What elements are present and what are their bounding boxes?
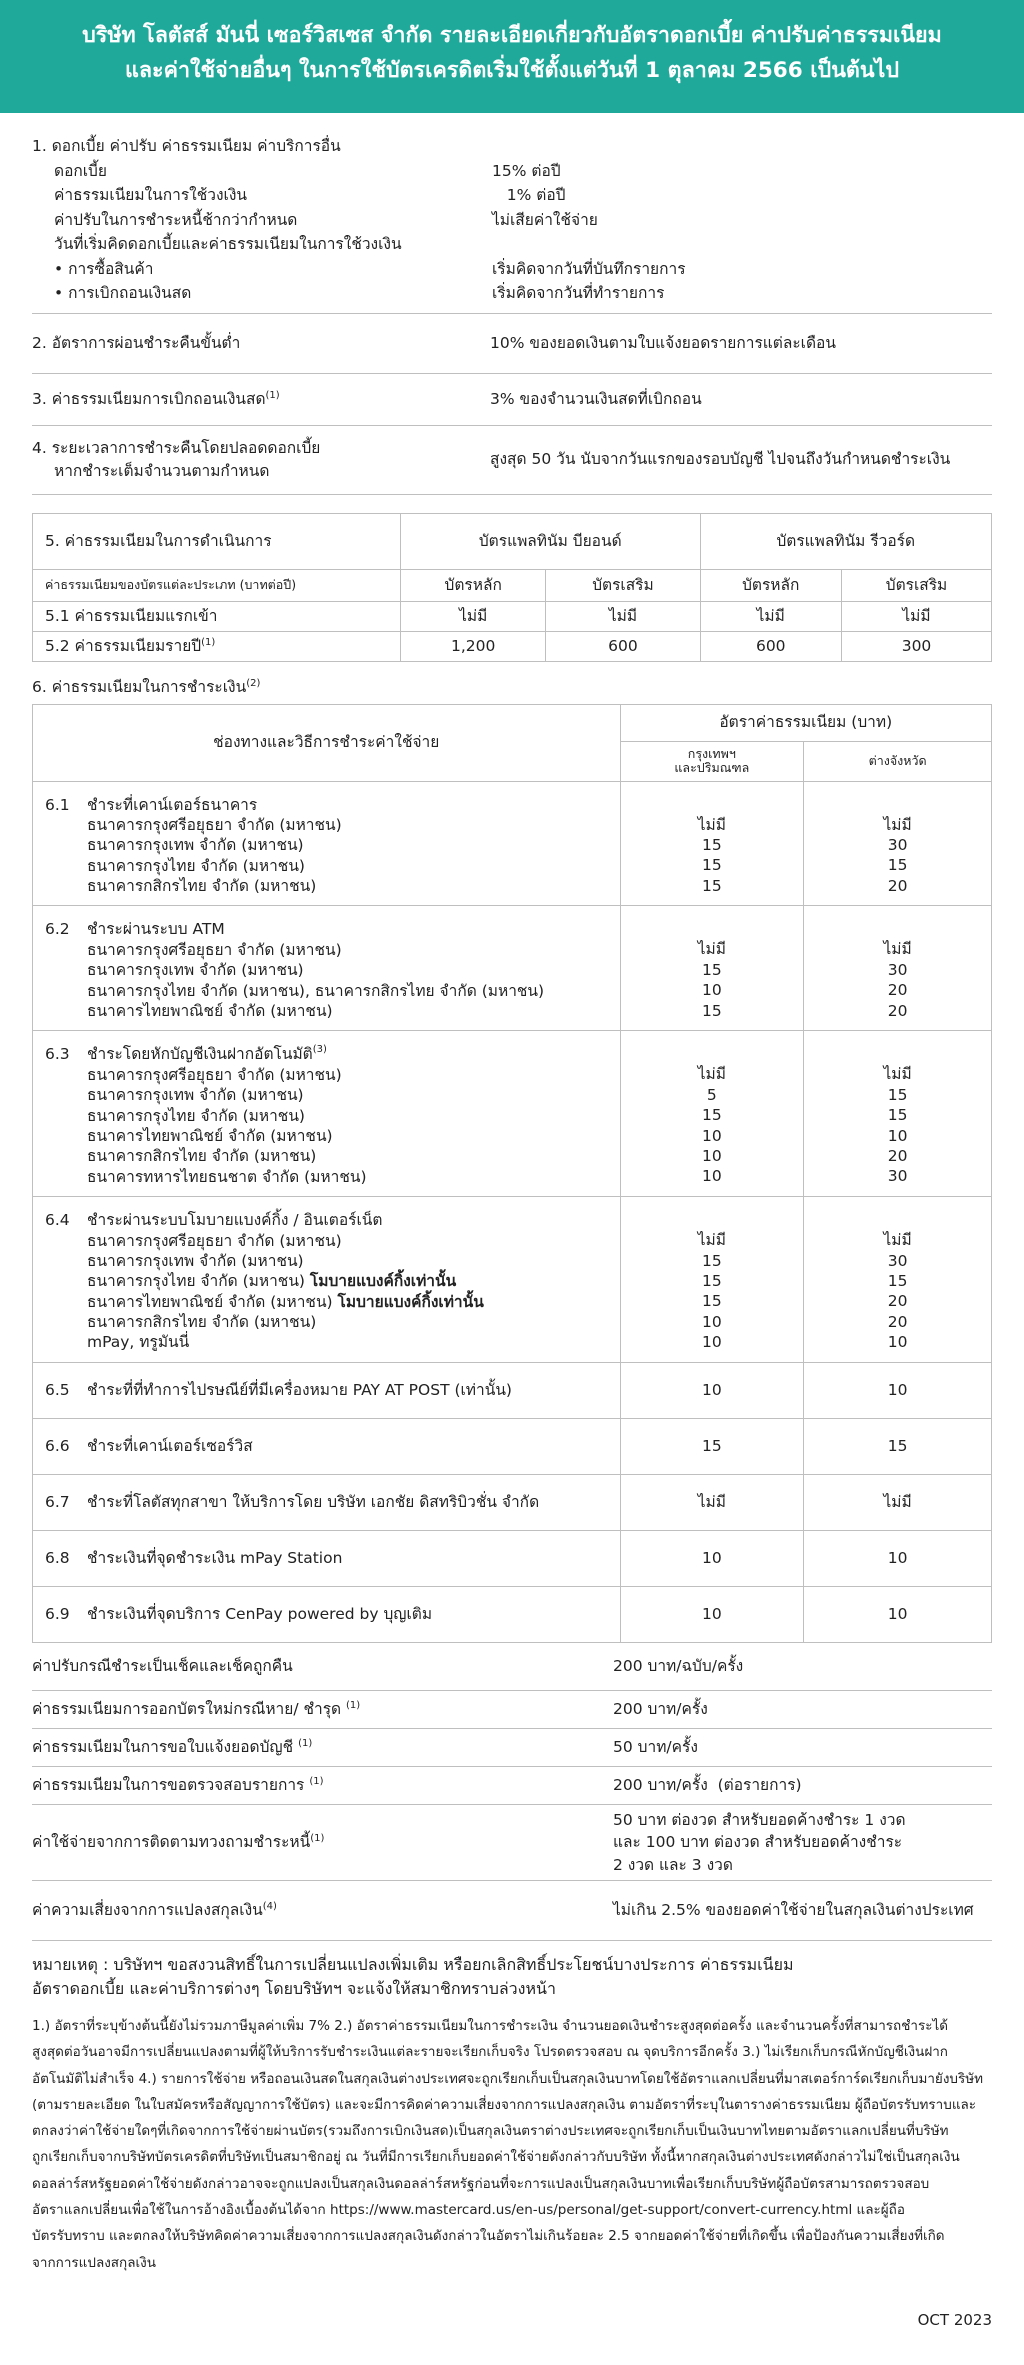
payment-group xyxy=(33,1197,620,1362)
fee-value: 30 xyxy=(887,835,908,854)
fee-value: ไม่มี xyxy=(697,815,726,834)
operation-fee-value: 1,200 xyxy=(401,631,546,661)
payment-single-number: 6.5 xyxy=(45,1381,70,1400)
payment-provider: ธนาคารกสิกรไทย จำกัด (มหาชน) xyxy=(87,1147,317,1166)
payment-group-number: 6.4 xyxy=(45,1211,70,1230)
payment-group-row xyxy=(33,1197,992,1363)
footnote-line: สูงสุดต่อวันอาจมีการเปลี่ยนแปลงตามที่ผู้ให้บริการรับชำระเงินแต่ละรายจะเรียกเก็บจริง โปรดตรวจสอบ ณ จุดบริการอีกครั้ง 3.) ไม่เรียกเก็บกรณีหักบัญชีเงินฝาก xyxy=(32,2044,948,2061)
payment-group xyxy=(33,906,620,1030)
fee-value: 20 xyxy=(887,1292,908,1311)
payment-provider: ธนาคารกสิกรไทย จำกัด (มหาชน) xyxy=(87,877,317,896)
fee-rate-header: อัตราค่าธรรมเนียม (บาท) xyxy=(620,704,992,741)
remark xyxy=(32,1941,992,2332)
payment-single-label xyxy=(33,1418,621,1474)
payment-group xyxy=(33,1031,620,1196)
payment-provider: ธนาคารกรุงเทพ จำกัด (มหาชน) xyxy=(87,836,304,855)
payment-group-title xyxy=(45,918,620,938)
fee-value: 30 xyxy=(887,1251,908,1270)
payment-provider: ธนาคารกรุงศรีอยุธยา จำกัด (มหาชน) xyxy=(87,1065,342,1084)
section-2-value: 10% ของยอดเงินตามใบแจ้งยอดรายการแต่ละเดือน xyxy=(490,333,836,352)
payment-group-cell xyxy=(33,906,621,1031)
fee-label-text: ค่าธรรมเนียมในการขอใบแจ้งยอดบัญชี xyxy=(32,1738,299,1757)
footnotes xyxy=(32,2013,992,2276)
supp-card-header: บัตรเสริม xyxy=(842,569,992,601)
mobile-only-note: โมบายแบงค์กิ้งเท่านั้น xyxy=(309,1272,457,1291)
section-1-row xyxy=(32,258,992,283)
bangkok-header-line-2: และปริมณฑล xyxy=(674,760,750,775)
operation-fee-table xyxy=(32,513,992,662)
section-1-row-label: ค่าธรรมเนียมในการใช้วงเงิน xyxy=(54,186,247,204)
fee-value: 30 xyxy=(887,960,908,979)
province-fees xyxy=(804,906,992,1031)
payment-single-row xyxy=(33,1362,992,1418)
fee-value: ไม่มี xyxy=(883,815,912,834)
fee-value: 20 xyxy=(887,1146,908,1165)
payment-provider: ธนาคารไทยพาณิชย์ จำกัด (มหาชน) โมบายแบงค์กิ้งเท่านั้น xyxy=(87,1292,484,1311)
fee-value: 20 xyxy=(887,981,908,1000)
fee-value: 10 xyxy=(701,1333,722,1352)
bangkok-header-line-1: กรุงเทพฯ xyxy=(687,745,736,761)
section-1-row-label: ค่าปรับในการชำระหนี้ช้ากว่ากำหนด xyxy=(54,210,298,229)
operation-fee-value: ไม่มี xyxy=(401,601,546,631)
fee-value: ไม่มี xyxy=(697,1065,726,1084)
fee-value: 10 xyxy=(701,1312,722,1331)
footnote-ref: (1) xyxy=(298,1737,313,1749)
section-1-row xyxy=(32,160,992,185)
section-1-row-label: วันที่เริ่มคิดดอกเบี้ยและค่าธรรมเนียมในการใช้วงเงิน xyxy=(54,235,402,253)
footnote-ref: (1) xyxy=(265,389,280,401)
bangkok-fees xyxy=(620,1031,804,1197)
fee-row xyxy=(32,1881,992,1941)
payment-single-number: 6.7 xyxy=(45,1493,70,1512)
section-1-row xyxy=(32,282,992,307)
section-4-label-line-2: หากชำระเต็มจำนวนตามกำหนด xyxy=(54,461,270,480)
operation-fee-label xyxy=(33,631,401,661)
payment-provider: ธนาคารกรุงไทย จำกัด (มหาชน), ธนาคารกสิกรไทย จำกัด (มหาชน) xyxy=(87,981,545,1000)
bangkok-fee: 10 xyxy=(620,1362,804,1418)
payment-group xyxy=(33,782,620,906)
section-1-row-value: เริ่มคิดจากวันที่บันทึกรายการ xyxy=(492,259,686,278)
payment-single-row xyxy=(33,1474,992,1530)
fee-value: 15 xyxy=(701,960,722,979)
fee-label xyxy=(32,1736,613,1758)
operation-fee-label-text: 5.1 ค่าธรรมเนียมแรกเข้า xyxy=(45,606,218,625)
fee-value: 15 xyxy=(701,1292,722,1311)
section-6-title xyxy=(32,676,992,704)
payment-provider: ธนาคารกรุงศรีอยุธยา จำกัด (มหาชน) xyxy=(87,1231,342,1250)
operation-fee-title: 5. ค่าธรรมเนียมในการดำเนินการ xyxy=(33,513,401,569)
footnote-ref: (4) xyxy=(262,1900,277,1912)
bangkok-fees xyxy=(620,906,804,1031)
section-1-row-label: • การเบิกถอนเงินสด xyxy=(54,284,192,302)
payment-provider: ธนาคารกรุงศรีอยุธยา จำกัด (มหาชน) xyxy=(87,940,342,959)
footnote-ref: (1) xyxy=(310,1832,325,1844)
fee-row xyxy=(32,1691,992,1729)
payment-group-title xyxy=(45,1043,620,1063)
fee-label-text: ค่าธรรมเนียมการออกบัตรใหม่กรณีหาย/ ชำรุด xyxy=(32,1700,347,1719)
footnote-line: (ตามรายละเอียด ในใบสมัครหรือสัญญาการใช้บัตร) และจะมีการคิดค่าความเสี่ยงจากการแปลงสกุลเงิน ตามอัตราที่ระบุในตารางค่าธรรมเนียม ผู้ถือบัตรรับทราบและ xyxy=(32,2096,977,2113)
payment-fee-table xyxy=(32,704,992,1643)
footnote-ref: (1) xyxy=(346,1699,361,1711)
fee-label xyxy=(32,1698,613,1720)
province-fees xyxy=(804,781,992,906)
fee-value: 15 xyxy=(701,835,722,854)
document-date: OCT 2023 xyxy=(917,2311,992,2329)
province-fees xyxy=(804,1197,992,1363)
operation-fee-value: ไม่มี xyxy=(700,601,842,631)
section-1-row xyxy=(32,233,992,258)
fee-value-line: 50 บาท/ครั้ง xyxy=(613,1738,698,1757)
fee-row xyxy=(32,1643,992,1691)
fee-row xyxy=(32,1767,992,1805)
payment-group-title-text: ชำระที่เคาน์เตอร์ธนาคาร xyxy=(87,795,258,814)
operation-fee-value: ไม่มี xyxy=(546,601,700,631)
section-1 xyxy=(32,113,992,314)
payment-provider: ธนาคารกรุงศรีอยุธยา จำกัด (มหาชน) xyxy=(87,815,342,834)
section-4-label-line-1: 4. ระยะเวลาการชำระคืนโดยปลอดดอกเบี้ย xyxy=(32,439,321,458)
payment-single-row xyxy=(33,1418,992,1474)
payment-provider: ธนาคารทหารไทยธนชาต จำกัด (มหาชน) xyxy=(87,1167,367,1186)
fee-value-line: 50 บาท ต่องวด สำหรับยอดค้างชำระ 1 งวด xyxy=(613,1810,906,1829)
other-fees xyxy=(32,1643,992,1941)
title-line-2: และค่าใช้จ่ายอื่นๆ ในการใช้บัตรเครดิตเริ่มใช้ตั้งแต่วันที่ 1 ตุลาคม 2566 เป็นต้นไป xyxy=(124,58,900,84)
section-2-label: 2. อัตราการผ่อนชำระคืนขั้นต่ำ xyxy=(32,333,241,352)
payment-group-title-text: ชำระโดยหักบัญชีเงินฝากอัตโนมัติ xyxy=(87,1045,313,1064)
section-3 xyxy=(32,374,992,426)
fee-value: 15 xyxy=(701,1251,722,1270)
payment-channel-header: ช่องทางและวิธีการชำระค่าใช้จ่าย xyxy=(33,704,621,781)
footnote-ref: (1) xyxy=(201,636,216,648)
supp-card-header: บัตรเสริม xyxy=(546,569,700,601)
operation-fee-label xyxy=(33,601,401,631)
payment-provider: ธนาคารกรุงเทพ จำกัด (มหาชน) xyxy=(87,1086,304,1105)
payment-single-number: 6.6 xyxy=(45,1437,70,1456)
payment-group-number: 6.1 xyxy=(45,795,70,814)
footnote-line: อัตราแลกเปลี่ยนเพื่อใช้ในการอ้างอิงเบื้องต้นได้จาก https://www.mastercard.us/en-us/personal/get-support/convert-currency.html และผู้ถือ xyxy=(32,2202,905,2219)
operation-fee-rows xyxy=(33,601,992,661)
payment-provider: ธนาคารกรุงไทย จำกัด (มหาชน) xyxy=(87,856,305,875)
fee-label-text: ค่าใช้จ่ายจากการติดตามทวงถามชำระหนี้ xyxy=(32,1833,311,1852)
fee-label xyxy=(32,1655,613,1677)
payment-single-label xyxy=(33,1362,621,1418)
fee-value-line: 200 บาท/ฉบับ/ครั้ง xyxy=(613,1657,744,1676)
remark-line-1: หมายเหตุ : บริษัทฯ ขอสงวนสิทธิ์ในการเปลี่ยนแปลงเพิ่มเติม หรือยกเลิกสิทธิ์ประโยชน์บางประการ ค่าธรรมเนียม xyxy=(32,1954,794,1974)
fee-label-text: ค่าธรรมเนียมในการขอตรวจสอบรายการ xyxy=(32,1776,310,1795)
bangkok-fee: 15 xyxy=(620,1418,804,1474)
operation-fee-label-text: 5.2 ค่าธรรมเนียมรายปี xyxy=(45,636,202,655)
content xyxy=(0,113,1024,2332)
operation-fee-value: 300 xyxy=(842,631,992,661)
payment-single-text: ชำระเงินที่จุดบริการ CenPay powered by บุญเติม xyxy=(87,1605,433,1624)
title-line-1: บริษัท โลตัสส์ มันนี่ เซอร์วิสเซส จำกัด รายละเอียดเกี่ยวกับอัตราดอกเบี้ย ค่าปรับค่าธรรมเนียม xyxy=(82,23,942,48)
fee-label-text: ค่าปรับกรณีชำระเป็นเช็คและเช็คถูกคืน xyxy=(32,1657,293,1676)
fee-value xyxy=(613,1774,992,1796)
payment-single-label xyxy=(33,1474,621,1530)
province-fee: 15 xyxy=(804,1418,992,1474)
payment-single-row xyxy=(33,1586,992,1642)
fee-label xyxy=(32,1831,613,1853)
payment-group-row xyxy=(33,906,992,1031)
footnote-ref: (3) xyxy=(312,1044,327,1056)
province-header: ต่างจังหวัด xyxy=(804,741,992,781)
fee-row xyxy=(32,1805,992,1881)
province-fee: 10 xyxy=(804,1586,992,1642)
fee-value: ไม่มี xyxy=(883,940,912,959)
fee-value: 15 xyxy=(887,856,908,875)
footnote-line: อัตโนมัติไม่สำเร็จ 4.) รายการใช้จ่าย หรือถอนเงินสดในสกุลเงินต่างประเทศจะถูกเรียกเก็บเป็นสกุลเงินบาทโดยใช้อัตราแลกเปลี่ยนที่มาสเตอร์การ์ดเรียกเก็บมายังบริษัท xyxy=(32,2070,984,2087)
footnote-line: ดอลล่าร์สหรัฐยอดค่าใช้จ่ายดังกล่าวอาจจะถูกแปลงเป็นสกุลเงินดอลล่าร์สหรัฐก่อนที่จะการแปลงเป็นสกุลเงินบาทเพื่อเรียกเก็บบริษัทผู้ถือบัตรสามารถตรวจสอบ xyxy=(32,2175,930,2192)
bangkok-fees xyxy=(620,781,804,906)
fee-value xyxy=(613,1698,992,1720)
section-6-title-text: 6. ค่าธรรมเนียมในการชำระเงิน xyxy=(32,677,247,696)
page-title xyxy=(30,18,994,89)
section-1-row-label: ดอกเบี้ย xyxy=(54,161,107,180)
section-3-label-text: 3. ค่าธรรมเนียมการเบิกถอนเงินสด xyxy=(32,389,266,408)
fee-value: ไม่มี xyxy=(697,1231,726,1250)
fee-value: ไม่มี xyxy=(697,940,726,959)
payment-single-text: ชำระที่โลตัสทุกสาขา ให้บริการโดย บริษัท เอกชัย ดิสทริบิวชั่น จำกัด xyxy=(87,1493,540,1512)
section-3-label xyxy=(32,388,490,410)
fee-value: 20 xyxy=(887,1001,908,1020)
section-4 xyxy=(32,426,992,495)
bangkok-fees xyxy=(620,1197,804,1363)
payment-provider: ธนาคารกสิกรไทย จำกัด (มหาชน) xyxy=(87,1313,317,1332)
main-card-header: บัตรหลัก xyxy=(401,569,546,601)
fee-value: 15 xyxy=(887,1085,908,1104)
section-4-value: สูงสุด 50 วัน นับจากวันแรกของรอบบัญชี ไปจนถึงวันกำหนดชำระเงิน xyxy=(490,450,951,469)
section-1-row-label: • การซื้อสินค้า xyxy=(54,259,154,278)
fee-value-line: 2 งวด และ 3 งวด xyxy=(613,1855,733,1874)
payment-provider: ธนาคารไทยพาณิชย์ จำกัด (มหาชน) xyxy=(87,1002,333,1021)
bangkok-fee: 10 xyxy=(620,1586,804,1642)
fee-value: 15 xyxy=(701,1106,722,1125)
page-header xyxy=(0,0,1024,113)
province-fee: ไม่มี xyxy=(804,1474,992,1530)
payment-group-row xyxy=(33,1031,992,1197)
footnote-line: 1.) อัตราที่ระบุข้างต้นนี้ยังไม่รวมภาษีมูลค่าเพิ่ม 7% 2.) อัตราค่าธรรมเนียมในการชำระเงิน จำนวนยอดเงินชำระสูงสุดต่อครั้ง และจำนวนครั้งที่สามารถชำระได้ xyxy=(32,2017,949,2034)
fee-value: 10 xyxy=(701,1167,722,1186)
payment-group-number: 6.2 xyxy=(45,920,70,939)
footnote-line: ถูกเรียกเก็บจากบริษัทบัตรเครดิตที่บริษัทเป็นสมาชิกอยู่ ณ วันที่มีการเรียกเก็บยอดค่าใช้จ่ายดังกล่าวกับบริษัท ทั้งนี้หากสกุลเงินต่างประเทศดังกล่าวไม่ใช่เป็นสกุลเงิน xyxy=(32,2149,960,2166)
section-1-row-value: ไม่เสียค่าใช้จ่าย xyxy=(492,210,598,229)
payment-provider: ธนาคารกรุงเทพ จำกัด (มหาชน) xyxy=(87,961,304,980)
main-card-header: บัตรหลัก xyxy=(700,569,842,601)
fee-value-line: 200 บาท/ครั้ง xyxy=(613,1700,708,1719)
province-fees xyxy=(804,1031,992,1197)
card-platinum-beyond: บัตรแพลทินัม บียอนด์ xyxy=(401,513,701,569)
province-fee: 10 xyxy=(804,1530,992,1586)
payment-group-title xyxy=(45,794,620,814)
bangkok-header xyxy=(620,741,804,781)
payment-single-text: ชำระที่ที่ทำการไปรษณีย์ที่มีเครื่องหมาย PAY AT POST (เท่านั้น) xyxy=(87,1381,512,1400)
payment-group-cell xyxy=(33,781,621,906)
bangkok-fee: ไม่มี xyxy=(620,1474,804,1530)
payment-provider: mPay, ทรูมันนี่ xyxy=(87,1333,190,1352)
section-1-row xyxy=(32,209,992,234)
section-2 xyxy=(32,314,992,374)
fee-value-line: ไม่เกิน 2.5% ของยอดค่าใช้จ่ายในสกุลเงินต่างประเทศ xyxy=(613,1901,974,1920)
payment-single-number: 6.8 xyxy=(45,1549,70,1568)
payment-group-title xyxy=(45,1209,620,1229)
section-1-row-value: 15% ต่อปี xyxy=(492,161,561,180)
section-1-row-value: เริ่มคิดจากวันที่ทำรายการ xyxy=(492,284,665,302)
fee-label xyxy=(32,1774,613,1796)
mobile-only-note: โมบายแบงค์กิ้งเท่านั้น xyxy=(337,1292,484,1311)
section-4-label xyxy=(32,437,490,482)
remark-line-2: อัตราดอกเบี้ย และค่าบริการต่างๆ โดยบริษัทฯ จะแจ้งให้สมาชิกทราบล่วงหน้า xyxy=(32,1978,556,1998)
card-platinum-reward: บัตรแพลทินัม รีวอร์ด xyxy=(700,513,992,569)
payment-group-cell xyxy=(33,1031,621,1197)
fee-subhead: ค่าธรรมเนียมของบัตรแต่ละประเภท (บาทต่อปี) xyxy=(33,569,401,601)
operation-fee-value: 600 xyxy=(546,631,700,661)
operation-fee-row xyxy=(33,601,992,631)
fee-value: ไม่มี xyxy=(883,1231,912,1250)
fee-value: 10 xyxy=(701,1146,722,1165)
fee-value: 10 xyxy=(887,1333,908,1352)
fee-value: 15 xyxy=(701,1271,722,1290)
fee-value: 10 xyxy=(701,981,722,1000)
footnote-line: บัตรรับทราบ และตกลงให้บริษัทคิดค่าความเสี่ยงจากการแปลงสกุลเงินดังกล่าวในอัตราไม่เกินร้อยละ 2.5 จากยอดค่าใช้จ่ายที่เกิดขึ้น เพื่อป้องกันความเสี่ยงที่เกิด xyxy=(32,2228,945,2245)
fee-value-line: และ 100 บาท ต่องวด สำหรับยอดค้างชำระ xyxy=(613,1833,903,1852)
fee-value xyxy=(613,1809,992,1876)
footnote-line: จากการแปลงสกุลเงิน xyxy=(32,2254,156,2271)
fee-value: 15 xyxy=(701,856,722,875)
operation-fee-value: ไม่มี xyxy=(842,601,992,631)
payment-single-number: 6.9 xyxy=(45,1605,70,1624)
fee-value: 15 xyxy=(701,1001,722,1020)
payment-single-label xyxy=(33,1586,621,1642)
payment-group-number: 6.3 xyxy=(45,1045,70,1064)
payment-group-title-text: ชำระผ่านระบบ ATM xyxy=(87,920,225,939)
payment-single-text: ชำระเงินที่จุดชำระเงิน mPay Station xyxy=(87,1549,343,1568)
section-3-value: 3% ของจำนวนเงินสดที่เบิกถอน xyxy=(490,389,702,408)
payment-group-cell xyxy=(33,1197,621,1363)
payment-single-label xyxy=(33,1530,621,1586)
fee-value xyxy=(613,1899,992,1921)
payment-groups xyxy=(33,781,992,1362)
payment-group-title-text: ชำระผ่านระบบโมบายแบงค์กิ้ง / อินเตอร์เน็ต xyxy=(87,1211,383,1230)
fee-value xyxy=(613,1655,992,1677)
section-1-title xyxy=(32,135,992,160)
footnote-ref: (1) xyxy=(309,1775,324,1787)
section-1-title-text: 1. ดอกเบี้ย ค่าปรับ ค่าธรรมเนียม ค่าบริการอื่น xyxy=(32,137,341,155)
payment-provider: ธนาคารไทยพาณิชย์ จำกัด (มหาชน) xyxy=(87,1126,333,1145)
fee-value: 20 xyxy=(887,1312,908,1331)
payment-single-row xyxy=(33,1530,992,1586)
footnote-ref: (2) xyxy=(246,677,261,689)
section-1-rows xyxy=(32,160,992,307)
fee-value: 30 xyxy=(887,1167,908,1186)
section-1-row-value xyxy=(492,233,992,258)
fee-row xyxy=(32,1729,992,1767)
payment-single-text: ชำระที่เคาน์เตอร์เซอร์วิส xyxy=(87,1437,253,1456)
section-1-row-value: 1% ต่อปี xyxy=(492,186,566,204)
fee-value-line: 200 บาท/ครั้ง (ต่อรายการ) xyxy=(613,1776,802,1795)
fee-label xyxy=(32,1899,613,1921)
footnote-line: ตกลงว่าค่าใช้จ่ายใดๆที่เกิดจากการใช้จ่ายผ่านบัตร(รวมถึงการเบิกเงินสด)เป็นสกุลเงินตราต่างประเทศจะถูกเรียกเก็บเป็นเงินบาทไทยตามอัตราแลกเปลี่ยนที่บริษัท xyxy=(32,2123,949,2140)
fee-value: 10 xyxy=(887,1126,908,1145)
operation-fee-row xyxy=(33,631,992,661)
payment-group-row xyxy=(33,781,992,906)
fee-label-text: ค่าความเสี่ยงจากการแปลงสกุลเงิน xyxy=(32,1901,263,1920)
payment-provider: ธนาคารกรุงไทย จำกัด (มหาชน) โมบายแบงค์กิ้งเท่านั้น xyxy=(87,1272,457,1291)
payment-singles xyxy=(33,1362,992,1642)
operation-fee-value: 600 xyxy=(700,631,842,661)
fee-value: 5 xyxy=(706,1085,717,1104)
fee-value: 15 xyxy=(887,1106,908,1125)
fee-value xyxy=(613,1736,992,1758)
fee-value: 15 xyxy=(887,1271,908,1290)
fee-value: 10 xyxy=(701,1126,722,1145)
bangkok-fee: 10 xyxy=(620,1530,804,1586)
fee-value: ไม่มี xyxy=(883,1065,912,1084)
fee-value: 15 xyxy=(701,876,722,895)
payment-provider: ธนาคารกรุงไทย จำกัด (มหาชน) xyxy=(87,1106,305,1125)
payment-provider: ธนาคารกรุงเทพ จำกัด (มหาชน) xyxy=(87,1251,304,1270)
province-fee: 10 xyxy=(804,1362,992,1418)
section-1-row xyxy=(32,184,992,209)
fee-value: 20 xyxy=(887,876,908,895)
